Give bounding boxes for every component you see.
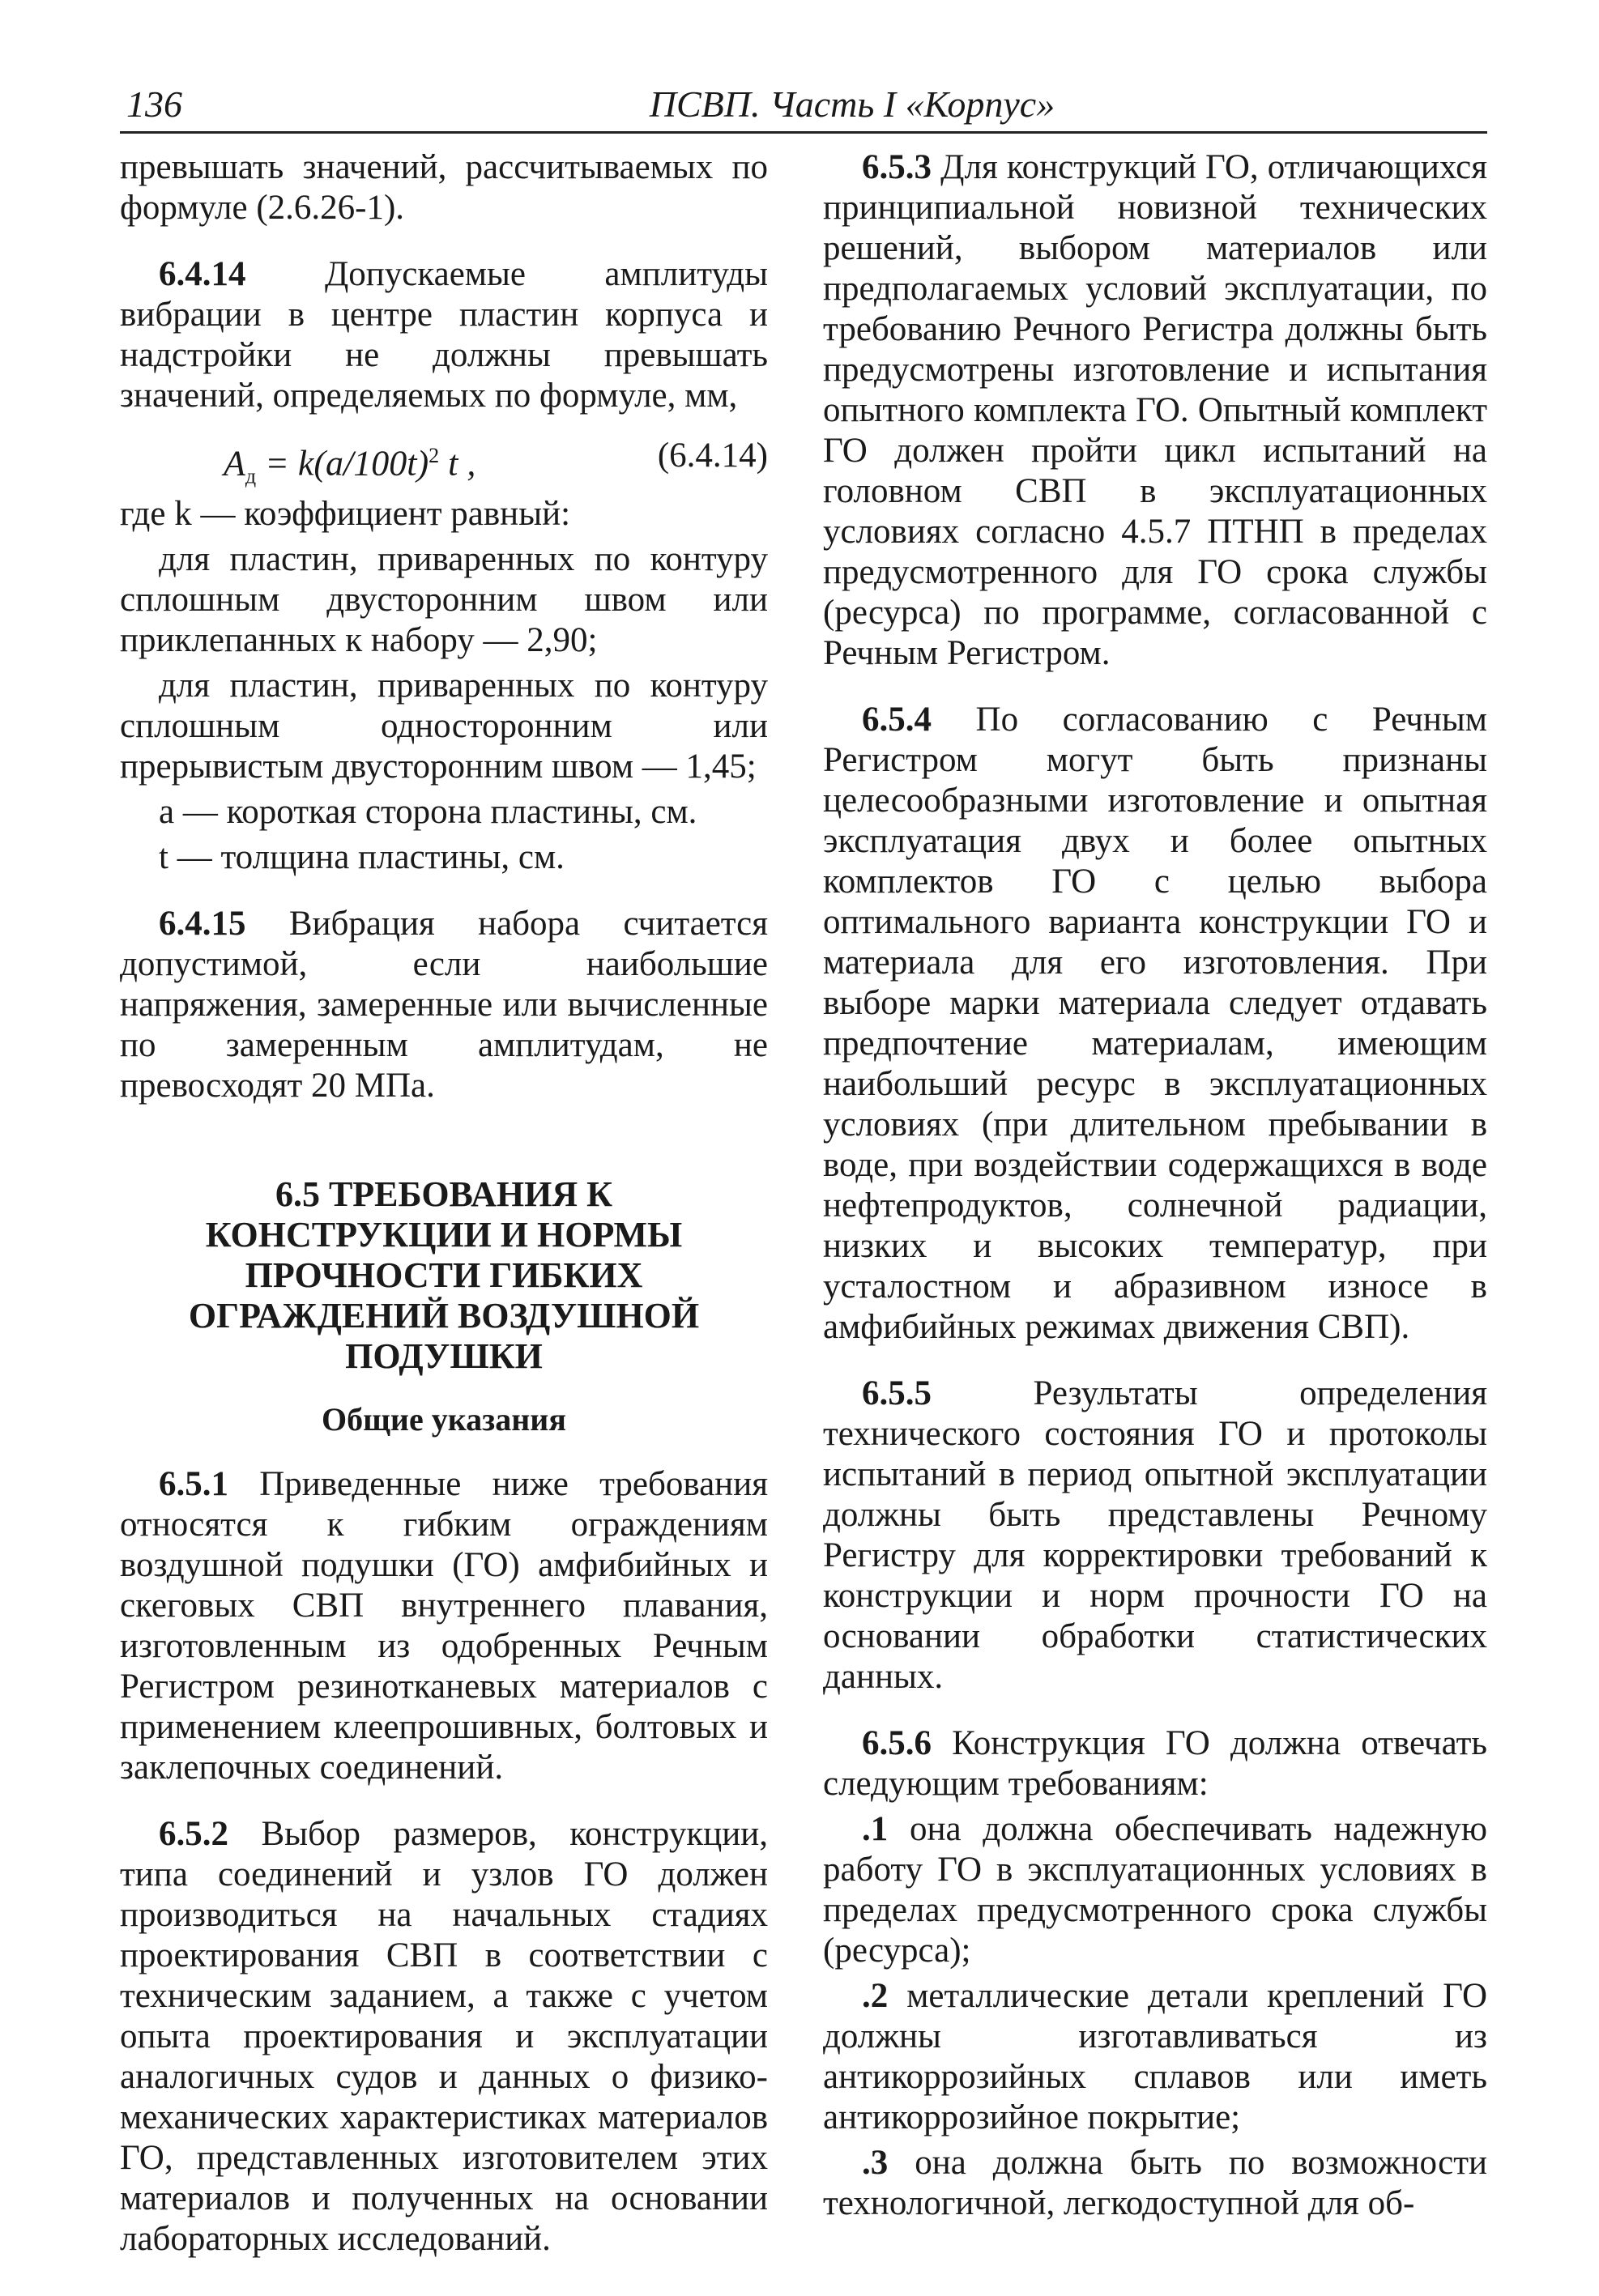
clause-6-5-2: 6.5.2 Выбор размеров, конструкции, типа соединений и узлов ГО должен производиться на начальных стадиях проектирования СВП в соответствии с техническим заданием, а также с учетом опыта проектирования и эксплуатации аналогичных судов и данных о физико-механических характеристиках материалов ГО, представленных изготовителем этих материалов и полученных на основании лабораторных исследований.	[120, 1815, 768, 2258]
subsection-heading: Общие указания	[322, 1401, 566, 1438]
clause-6-5-3: 6.5.3 Для конструкций ГО, отличающихся принципиальной новизной технических решений, выбором материалов или предполагаемых условий эксплуатации, по требованию Речного Регистра должны быть предусмотрены изготовление и испытания опытного комплекта ГО. Опытный комплект ГО должен пройти цикл испытаний на головном СВП в эксплуатационных условиях согласно 4.5.7 ПТНП в пределах предусмотренного для ГО срока службы (ресурса) по программе, согласованной с Речным Регистром.	[823, 148, 1487, 672]
k-case-2: для пластин, приваренных по контуру сплошным односторонним или прерывистым двусторонним швом — 1,45;	[120, 667, 768, 786]
clause-number: 6.4.14	[159, 255, 246, 293]
page-number: 136	[126, 83, 182, 125]
clause-6-5-6: 6.5.6 Конструкция ГО должна отвечать следующим требованиям:	[823, 1724, 1487, 1803]
clause-6-5-1: 6.5.1 Приведенные ниже требования относятся к гибким ограждениям воздушной подушки (ГО) амфибийных и скеговых СВП внутреннего плавания, изготовленным из одобренных Речным Регистром резинотканевых материалов с применением клеепрошивных, болтовых и заклепочных соединений.	[120, 1465, 768, 1787]
list-item-1: .1 она должна обеспечивать надежную работу ГО в эксплуатационных условиях в пределах предусмотренного срока службы (ресурса);	[823, 1810, 1487, 1970]
page-header	[120, 75, 1487, 134]
running-title: ПСВП. Часть I «Корпус»	[649, 83, 1055, 125]
clause-6-5-4: 6.5.4 По согласованию с Речным Регистром могут быть признаны целесообразными изготовление и опытная эксплуатация двух и более опытных комплектов ГО с целью выбора оптимального варианта конструкции ГО и материала для его изготовления. При выборе марки материала следует отдавать предпочтение материалам, имеющим наибольший ресурс в эксплуатационных условиях (при длительном пребывании в воде, при воздействии содержащихся в воде нефтепродуктов, солнечной радиации, низких и высоких температур, при усталостном и абразивном износе в амфибийных режимах движения СВП).	[823, 701, 1487, 1346]
continued-paragraph: превышать значений, рассчитываемых по формуле (2.6.26-1).	[120, 148, 768, 227]
list-item-2: .2 металлические детали креплений ГО должны изготавливаться из антикоррозийных сплавов или иметь антикоррозийное покрытие;	[823, 1977, 1487, 2136]
clause-6-4-15: 6.4.15 Вибрация набора считается допустимой, если наибольшие напряжения, замеренные или вычисленные по замеренным амплитудам, не превосходят 20 МПа.	[120, 905, 768, 1105]
clause-6-4-14	[120, 254, 768, 416]
where-k-line: где k — коэффициент равный:	[120, 495, 571, 533]
clause-6-5-5: 6.5.5 Результаты определения технического состояния ГО и протоколы испытаний в период опытной эксплуатации должны быть представлены Речному Регистру для корректировки требований к конструкции и норм прочности ГО на основании обработки статистических данных.	[823, 1374, 1487, 1696]
a-definition: a — короткая сторона пластины, см.	[159, 793, 697, 831]
equation-number: (6.4.14)	[657, 437, 768, 475]
left-column	[120, 147, 768, 2285]
clause-text: Допускаемые амплитуды вибрации в центре пластин корпуса и надстройки не должны превышать значений, определяемых по формуле, мм,	[120, 255, 768, 415]
list-item-3: .3 она должна быть по возможности технологичной, легкодоступной для об-	[823, 2144, 1487, 2222]
section-heading: 6.5 ТРЕБОВАНИЯ К КОНСТРУКЦИИ И НОРМЫ ПРОЧНОСТИ ГИБКИХ ОГРАЖДЕНИЙ ВОЗДУШНОЙ ПОДУШКИ	[188, 1174, 700, 1376]
t-definition: t — толщина пластины, см.	[159, 838, 565, 876]
formula-6-4-14	[120, 423, 768, 491]
k-case-1: для пластин, приваренных по контуру сплошным двусторонним швом или приклепанных к набору — 2,90;	[120, 540, 768, 659]
formula-expression: $A_д = k(a/100t)^2$ t ,	[224, 443, 476, 488]
right-column	[823, 147, 1487, 2229]
